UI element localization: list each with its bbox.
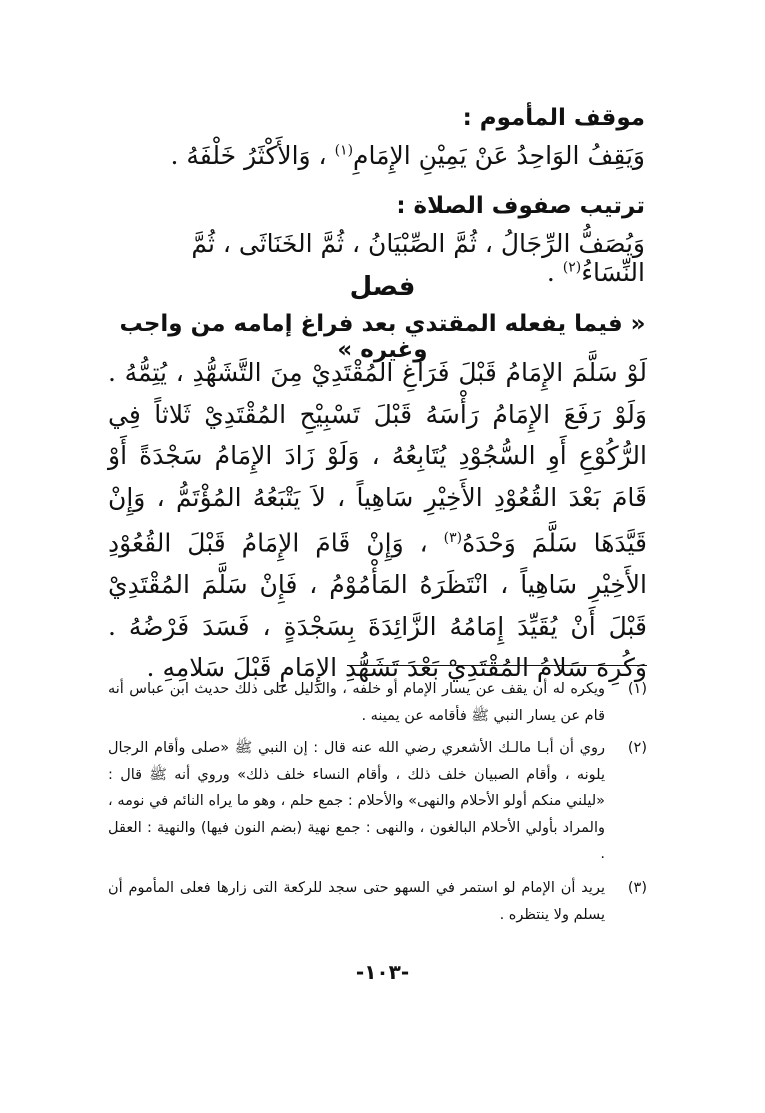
footnote-3 <box>108 875 647 928</box>
footnote-1-number: (١) <box>627 681 647 697</box>
chapter-title: « فيما يفعله المقتدي بعد فراغ إمامه من واجب وغيره » <box>119 311 646 363</box>
heading-rows-order: ترتيب صفوف الصلاة : <box>396 193 645 219</box>
position-line <box>110 141 645 170</box>
footnote-1-text: ويكره له أن يقف عن يسار الإمام أو خلفه ، والدليل على ذلك حديث ابن عباس أنه قام عن يسار النبي ﷺ فأقامه عن يمينه . <box>108 681 605 724</box>
footnote-ref-2: (٢) <box>562 259 582 276</box>
main-text-part1: لَوْ سَلَّمَ الإِمَامُ قَبْلَ فَرَاغِ المُقْتَدِيْ مِنَ التَّشَهُّدِ ، يُتِمُّهُ . وَلَوْ رَفَعَ الإِمَامُ رَأْسَهُ قَبْلَ تَسْبِيْحِ المُقْتَدِيْ ثَلاثاً فِي الرُّكُوْعِ أَوِ السُّجُوْدِ يُتَابِعُهُ ، وَلَوْ زَادَ الإِمَامُ سَجْدَةً أَوْ قَامَ بَعْدَ القُعُوْدِ الأَخِيْرِ سَاهِياً ، لاَ يَتْبَعُهُ المُؤْتَمُّ ، وَإِنْ قَيَّدَهَا سَلَّمَ وَحْدَهُ <box>108 358 647 558</box>
footnote-3-number: (٣) <box>627 880 647 896</box>
footnote-1 <box>108 676 647 729</box>
footnote-2 <box>108 735 647 868</box>
main-paragraph <box>108 352 647 689</box>
main-text-part2: ، وَإِنْ قَامَ الإِمَامُ قَبْلَ القُعُوْدِ الأَخِيْرِ سَاهِياً ، انْتَظَرَهُ المَأْمُوْمُ ، فَإِنْ سَلَّمَ المُقْتَدِيْ قَبْلَ أَنْ يُقَيِّدَ إِمَامُهُ الزَّائِدَةَ بِسَجْدَةٍ ، فَسَدَ فَرْضُهُ . وَكُرِهَ سَلامُ المُقْتَدِيْ بَعْدَ تَشَهُّدِ الإِمَامِ قَبْلَ سَلامِهِ . <box>108 528 647 683</box>
heading-mamum-position: موقف المأموم : <box>462 105 645 131</box>
page-number: -١٠٣- <box>355 960 410 984</box>
footnote-ref-1: (١) <box>334 142 354 159</box>
footnote-ref-3: (٣) <box>443 530 463 547</box>
footnote-divider <box>347 665 647 666</box>
rows-text: وَيُصَفُّ الرِّجَالُ ، ثُمَّ الصِّبْيَانُ ، ثُمَّ الخَنَاثَى ، ثُمَّ النِّسَاءُ <box>191 229 645 287</box>
position-text: وَيَقِفُ الوَاحِدُ عَنْ يَمِيْنِ الإِمَامِ <box>353 141 645 170</box>
footnote-2-text: روي أن أبـا مالـك الأشعري رضي الله عنه قال : إن النبي ﷺ «صلى وأقام الرجال يلونه ، وأقام الصبيان خلف ذلك ، وأقام النساء خلف ذلك» وروي أنه ﷺ قال : «ليلني منكم أولو الأحلام والنهى» والأحلام : جمع حلم ، وهو ما يراه النائم في نومه ، والمراد بأولي الأحلام البالغون ، والنهى : جمع نهية (بضم النون فيها) والنهية : العقل . <box>108 740 605 862</box>
position-tail: ، وَالأَكْثَرُ خَلْفَهُ . <box>170 141 327 170</box>
fasl-heading: فصل <box>349 272 416 302</box>
footnote-3-text: يريد أن الإمام لو استمر في السهو حتى سجد للركعة التى زارها فعلى المأموم أن يسلم ولا ينتظره . <box>108 880 605 923</box>
rows-tail: . <box>546 258 563 287</box>
footnote-2-number: (٢) <box>627 740 647 756</box>
